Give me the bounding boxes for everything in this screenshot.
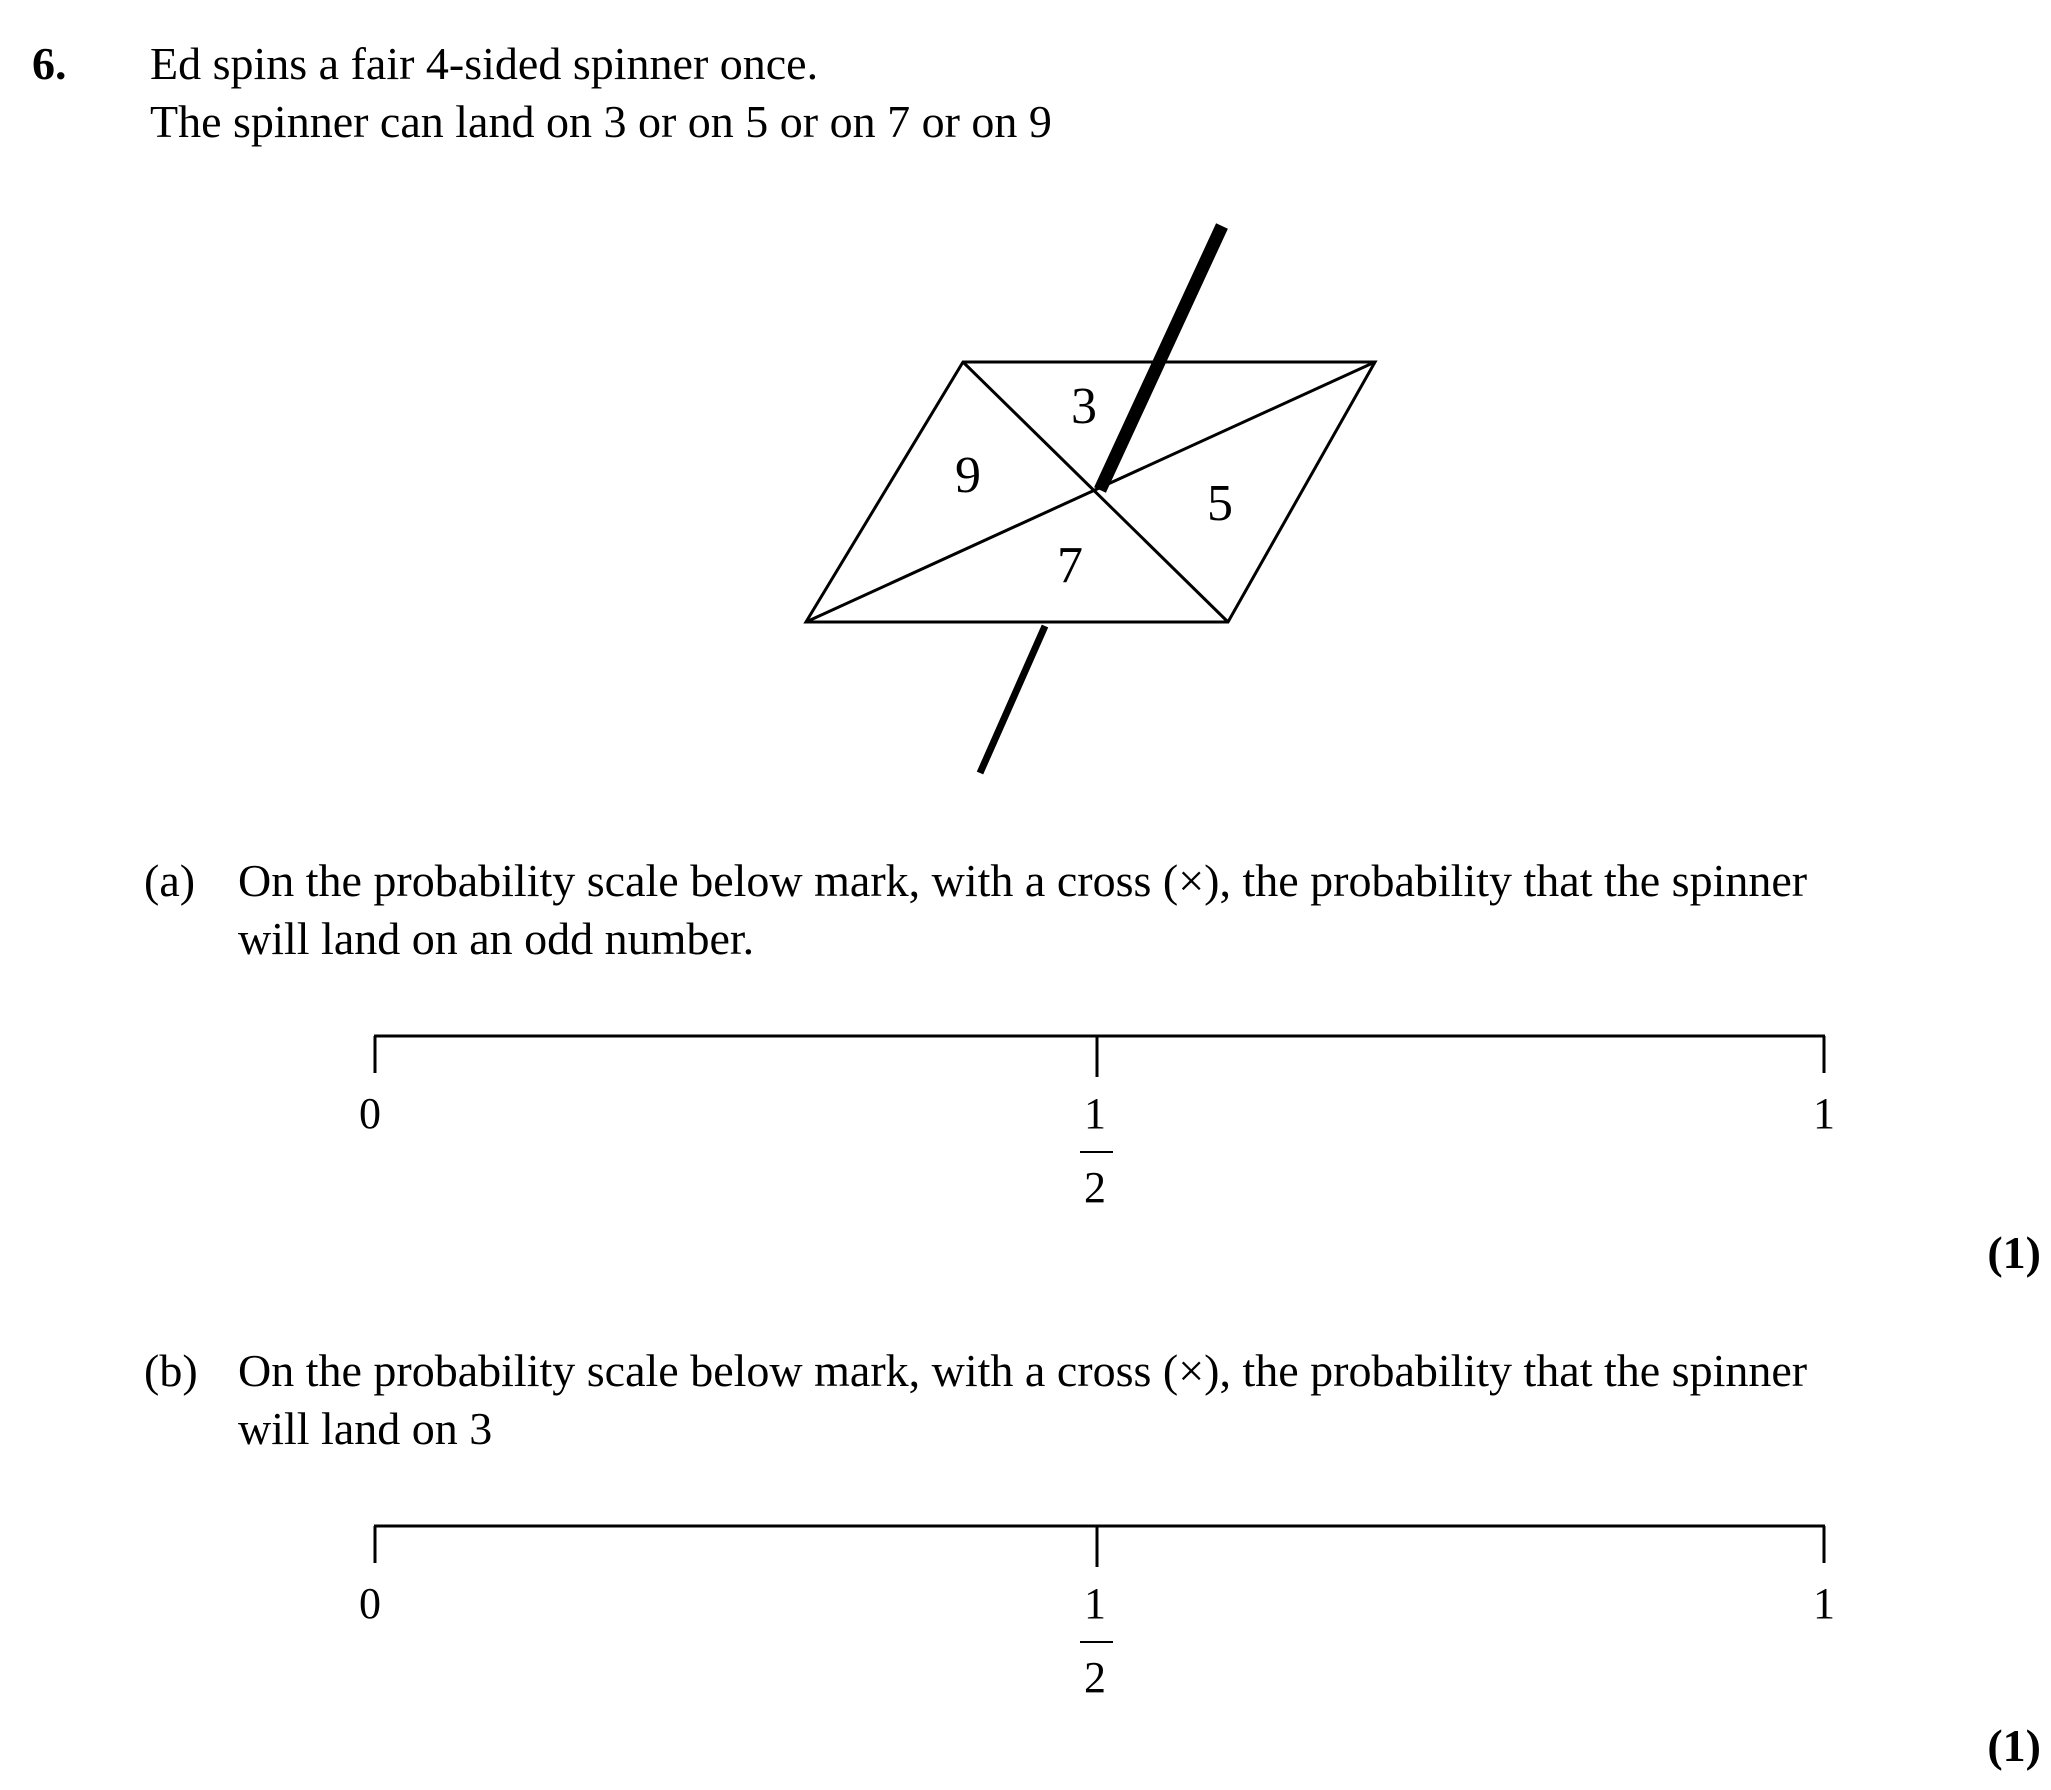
- probability-scale-a[interactable]: [340, 1015, 1860, 1225]
- part-a-question-line-2: will land on an odd number.: [238, 913, 755, 964]
- question-intro-line-1: Ed spins a fair 4-sided spinner once.: [150, 38, 819, 89]
- scale-a-label-0: 0: [359, 1089, 381, 1138]
- spinner-label-9: 9: [955, 447, 981, 504]
- scale-b-label-half-denominator: 2: [1084, 1653, 1106, 1702]
- scale-a-label-half-numerator: 1: [1084, 1089, 1106, 1138]
- probability-scale-b[interactable]: [340, 1505, 1860, 1715]
- part-b-question-line-2: will land on 3: [238, 1403, 493, 1454]
- spinner-label-5: 5: [1207, 475, 1233, 532]
- spinner-label-3: 3: [1071, 378, 1097, 435]
- scale-b-label-0: 0: [359, 1579, 381, 1628]
- scale-b-label-1: 1: [1813, 1579, 1835, 1628]
- question-number: 6.: [32, 38, 67, 89]
- part-b-label: (b): [144, 1345, 198, 1396]
- scale-a-label-half-denominator: 2: [1084, 1163, 1106, 1212]
- part-a-marks: (1): [1987, 1227, 2041, 1278]
- spinner-axle-top: [1100, 226, 1222, 490]
- part-a-label: (a): [144, 855, 196, 906]
- scale-b-label-half-numerator: 1: [1084, 1579, 1106, 1628]
- spinner-diagram: [790, 210, 1390, 800]
- spinner-axle-bottom: [980, 626, 1045, 773]
- part-b-question-line-1: On the probability scale below mark, with a cross (×), the probability that the spinner: [238, 1345, 1808, 1396]
- question-intro-line-2: The spinner can land on 3 or on 5 or on 7 or on 9: [150, 96, 1052, 147]
- part-b-marks: (1): [1987, 1720, 2041, 1771]
- spinner-label-7: 7: [1057, 537, 1083, 594]
- scale-a-label-1: 1: [1813, 1089, 1835, 1138]
- part-a-question-line-1: On the probability scale below mark, with a cross (×), the probability that the spinner: [238, 855, 1808, 906]
